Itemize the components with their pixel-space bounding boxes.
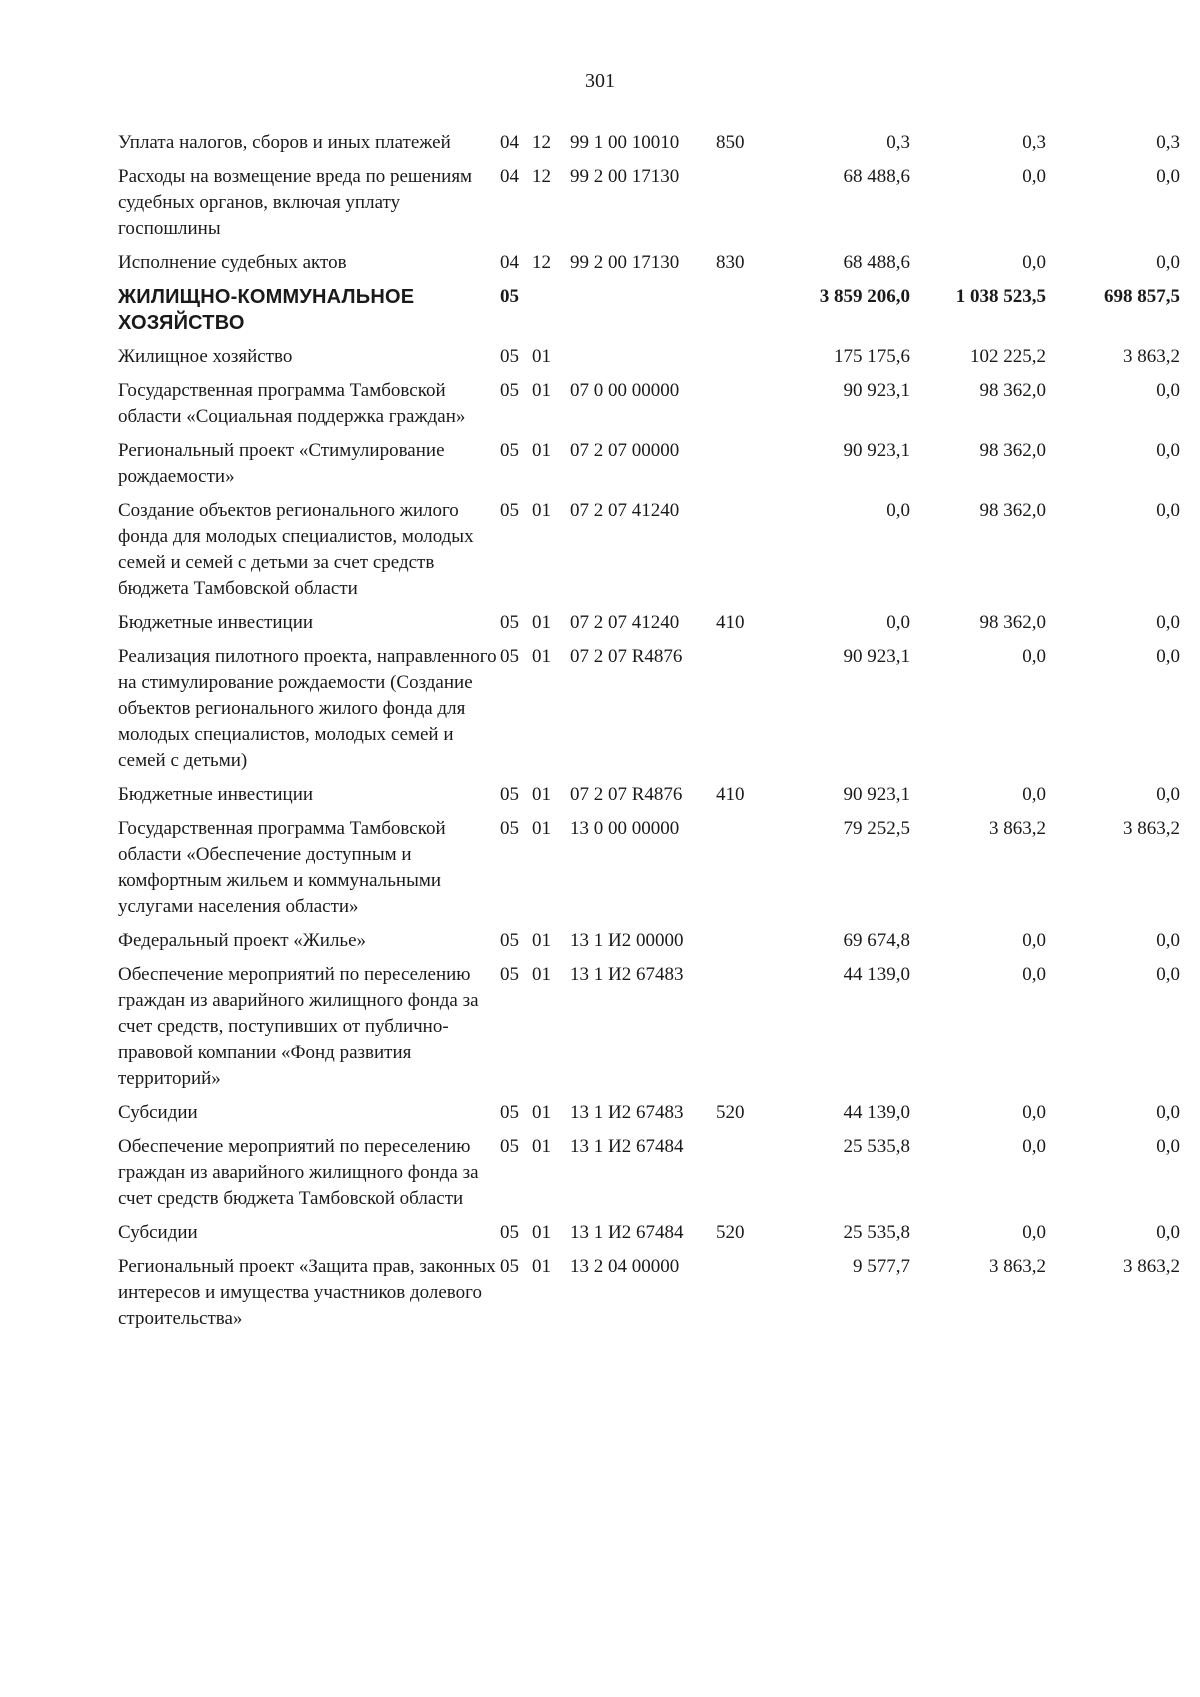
row-target-article xyxy=(570,284,716,344)
row-subsection xyxy=(532,284,570,344)
row-subsection: 01 xyxy=(532,784,551,805)
row-expense-type: 520 xyxy=(716,1222,745,1243)
row-amount-3: 3 863,2 xyxy=(1123,818,1180,839)
row-name: Обеспечение мероприятий по переселению граждан из аварийного жилищного фонда за счет средств бюджета Тамбовской области xyxy=(118,1136,479,1209)
row-amount-3: 0,0 xyxy=(1156,612,1180,633)
row-expense-type xyxy=(716,1134,770,1220)
row-amount-1: 90 923,1 xyxy=(843,440,910,461)
row-section: 05 xyxy=(500,646,519,667)
row-section: 05 xyxy=(500,964,519,985)
table-row xyxy=(118,130,1180,164)
row-expense-type xyxy=(716,816,770,928)
row-name: ЖИЛИЩНО-КОММУНАЛЬНОЕ ХОЗЯЙСТВО xyxy=(118,286,415,334)
row-amount-3: 0,0 xyxy=(1156,784,1180,805)
row-name: Создание объектов регионального жилого фонда для молодых специалистов, молодых семей и семей с детьми за счет средств бюджета Тамбовской области xyxy=(118,500,474,599)
row-name: Бюджетные инвестиции xyxy=(118,612,314,633)
row-amount-3: 0,0 xyxy=(1156,380,1180,401)
row-target-article: 13 1 И2 67484 xyxy=(570,1222,684,1243)
row-expense-type xyxy=(716,344,770,378)
row-amount-2: 0,0 xyxy=(1022,646,1046,667)
page-number: 301 xyxy=(585,70,615,92)
table-row xyxy=(118,644,1180,782)
table-row xyxy=(118,1254,1180,1340)
row-name: Региональный проект «Стимулирование рождаемости» xyxy=(118,440,445,487)
row-name: Реализация пилотного проекта, направленного на стимулирование рождаемости (Создание объектов регионального жилого фонда для молодых специалистов, молодых семей и семей с детьми) xyxy=(118,646,497,771)
row-target-article: 13 0 00 00000 xyxy=(570,818,680,839)
row-expense-type xyxy=(716,644,770,782)
row-name: Расходы на возмещение вреда по решениям судебных органов, включая уплату госпошлины xyxy=(118,166,473,239)
row-amount-1: 0,3 xyxy=(886,132,910,153)
row-amount-1: 175 175,6 xyxy=(834,346,910,367)
row-amount-2: 0,0 xyxy=(1022,166,1046,187)
row-amount-2: 0,0 xyxy=(1022,1222,1046,1243)
row-amount-1: 90 923,1 xyxy=(843,784,910,805)
row-target-article: 99 2 00 17130 xyxy=(570,252,680,273)
row-subsection: 01 xyxy=(532,440,551,461)
row-amount-1: 79 252,5 xyxy=(843,818,910,839)
row-subsection: 01 xyxy=(532,346,551,367)
row-subsection: 01 xyxy=(532,964,551,985)
row-name: Уплата налогов, сборов и иных платежей xyxy=(118,132,451,153)
budget-table-body xyxy=(118,130,1180,1340)
row-amount-2: 0,3 xyxy=(1022,132,1046,153)
row-amount-3: 0,0 xyxy=(1156,1102,1180,1123)
row-name: Региональный проект «Защита прав, законных интересов и имущества участников долевого строительства» xyxy=(118,1256,496,1329)
table-row xyxy=(118,438,1180,498)
row-name: Жилищное хозяйство xyxy=(118,346,293,367)
row-amount-3: 0,3 xyxy=(1156,132,1180,153)
row-amount-3: 0,0 xyxy=(1156,930,1180,951)
row-amount-3: 0,0 xyxy=(1156,1136,1180,1157)
row-expense-type xyxy=(716,164,770,250)
row-name: Субсидии xyxy=(118,1102,198,1123)
row-name: Бюджетные инвестиции xyxy=(118,784,314,805)
row-section: 05 xyxy=(500,380,519,401)
row-amount-2: 0,0 xyxy=(1022,930,1046,951)
row-target-article: 07 2 07 R4876 xyxy=(570,646,683,667)
row-subsection: 01 xyxy=(532,1222,551,1243)
row-name: Государственная программа Тамбовской области «Социальная поддержка граждан» xyxy=(118,380,466,427)
row-amount-2: 98 362,0 xyxy=(979,380,1046,401)
row-expense-type xyxy=(716,438,770,498)
row-section: 05 xyxy=(500,346,519,367)
row-amount-3: 0,0 xyxy=(1156,166,1180,187)
row-amount-2: 0,0 xyxy=(1022,964,1046,985)
row-section: 05 xyxy=(500,818,519,839)
budget-table xyxy=(118,130,1180,1340)
row-name: Исполнение судебных актов xyxy=(118,252,347,273)
row-target-article: 99 2 00 17130 xyxy=(570,166,680,187)
row-section: 04 xyxy=(500,166,519,187)
row-section: 05 xyxy=(500,1256,519,1277)
row-amount-1: 25 535,8 xyxy=(843,1222,910,1243)
row-amount-1: 69 674,8 xyxy=(843,930,910,951)
row-amount-2: 3 863,2 xyxy=(989,1256,1046,1277)
row-amount-3: 3 863,2 xyxy=(1123,346,1180,367)
table-row xyxy=(118,1220,1180,1254)
row-expense-type xyxy=(716,962,770,1100)
row-amount-2: 0,0 xyxy=(1022,252,1046,273)
row-subsection: 01 xyxy=(532,1256,551,1277)
row-amount-1: 0,0 xyxy=(886,500,910,521)
row-expense-type xyxy=(716,1254,770,1340)
row-amount-1: 25 535,8 xyxy=(843,1136,910,1157)
row-target-article: 07 2 07 R4876 xyxy=(570,784,683,805)
row-amount-1: 44 139,0 xyxy=(843,1102,910,1123)
row-amount-2: 0,0 xyxy=(1022,1136,1046,1157)
row-target-article: 07 0 00 00000 xyxy=(570,380,680,401)
row-amount-1: 44 139,0 xyxy=(843,964,910,985)
row-subsection: 12 xyxy=(532,166,551,187)
row-expense-type xyxy=(716,284,770,344)
row-amount-2: 1 038 523,5 xyxy=(955,286,1046,307)
table-row xyxy=(118,1134,1180,1220)
row-section: 05 xyxy=(500,784,519,805)
row-amount-2: 98 362,0 xyxy=(979,440,1046,461)
row-target-article: 13 1 И2 00000 xyxy=(570,930,684,951)
row-section: 05 xyxy=(500,440,519,461)
row-amount-2: 3 863,2 xyxy=(989,818,1046,839)
table-row xyxy=(118,610,1180,644)
row-section: 05 xyxy=(500,1136,519,1157)
table-row xyxy=(118,344,1180,378)
row-name: Субсидии xyxy=(118,1222,198,1243)
row-amount-3: 0,0 xyxy=(1156,252,1180,273)
row-amount-2: 0,0 xyxy=(1022,1102,1046,1123)
row-amount-3: 0,0 xyxy=(1156,646,1180,667)
row-amount-2: 102 225,2 xyxy=(970,346,1046,367)
row-subsection: 01 xyxy=(532,500,551,521)
row-amount-3: 698 857,5 xyxy=(1104,286,1180,307)
row-amount-1: 68 488,6 xyxy=(843,166,910,187)
row-subsection: 01 xyxy=(532,380,551,401)
row-expense-type: 410 xyxy=(716,612,745,633)
row-expense-type: 830 xyxy=(716,252,745,273)
row-subsection: 01 xyxy=(532,612,551,633)
row-amount-1: 90 923,1 xyxy=(843,380,910,401)
row-expense-type xyxy=(716,498,770,610)
row-target-article: 07 2 07 41240 xyxy=(570,500,680,521)
table-row xyxy=(118,1100,1180,1134)
row-target-article: 13 1 И2 67483 xyxy=(570,964,684,985)
table-row xyxy=(118,816,1180,928)
row-name: Обеспечение мероприятий по переселению граждан из аварийного жилищного фонда за счет средств, поступивших от публично-правовой компании «Фонд развития территорий» xyxy=(118,964,479,1089)
row-target-article: 13 2 04 00000 xyxy=(570,1256,680,1277)
row-target-article xyxy=(570,344,716,378)
row-target-article: 13 1 И2 67483 xyxy=(570,1102,684,1123)
table-row xyxy=(118,378,1180,438)
row-subsection: 12 xyxy=(532,252,551,273)
row-subsection: 12 xyxy=(532,132,551,153)
row-section: 05 xyxy=(500,500,519,521)
row-amount-2: 98 362,0 xyxy=(979,500,1046,521)
row-section: 04 xyxy=(500,132,519,153)
row-target-article: 07 2 07 41240 xyxy=(570,612,680,633)
table-row xyxy=(118,164,1180,250)
row-target-article: 13 1 И2 67484 xyxy=(570,1136,684,1157)
table-row xyxy=(118,284,1180,344)
row-amount-3: 0,0 xyxy=(1156,1222,1180,1243)
row-section: 05 xyxy=(500,1222,519,1243)
row-amount-3: 3 863,2 xyxy=(1123,1256,1180,1277)
row-subsection: 01 xyxy=(532,818,551,839)
table-row xyxy=(118,250,1180,284)
row-target-article: 07 2 07 00000 xyxy=(570,440,680,461)
row-target-article: 99 1 00 10010 xyxy=(570,132,680,153)
row-subsection: 01 xyxy=(532,646,551,667)
table-row xyxy=(118,498,1180,610)
row-name: Федеральный проект «Жилье» xyxy=(118,930,367,951)
row-amount-3: 0,0 xyxy=(1156,440,1180,461)
row-expense-type xyxy=(716,928,770,962)
row-section: 05 xyxy=(500,286,519,307)
row-amount-2: 0,0 xyxy=(1022,784,1046,805)
row-section: 05 xyxy=(500,612,519,633)
row-section: 05 xyxy=(500,930,519,951)
row-amount-1: 9 577,7 xyxy=(853,1256,910,1277)
row-amount-1: 68 488,6 xyxy=(843,252,910,273)
row-subsection: 01 xyxy=(532,930,551,951)
row-name: Государственная программа Тамбовской области «Обеспечение доступным и комфортным жильем и коммунальными услугами населения области» xyxy=(118,818,446,917)
row-section: 05 xyxy=(500,1102,519,1123)
row-amount-1: 0,0 xyxy=(886,612,910,633)
row-expense-type: 410 xyxy=(716,784,745,805)
row-expense-type xyxy=(716,378,770,438)
table-row xyxy=(118,782,1180,816)
table-row xyxy=(118,928,1180,962)
row-amount-3: 0,0 xyxy=(1156,964,1180,985)
row-expense-type: 520 xyxy=(716,1102,745,1123)
row-expense-type: 850 xyxy=(716,132,745,153)
row-amount-1: 3 859 206,0 xyxy=(819,286,910,307)
row-subsection: 01 xyxy=(532,1102,551,1123)
row-amount-1: 90 923,1 xyxy=(843,646,910,667)
table-row xyxy=(118,962,1180,1100)
row-amount-2: 98 362,0 xyxy=(979,612,1046,633)
row-section: 04 xyxy=(500,252,519,273)
row-amount-3: 0,0 xyxy=(1156,500,1180,521)
row-subsection: 01 xyxy=(532,1136,551,1157)
